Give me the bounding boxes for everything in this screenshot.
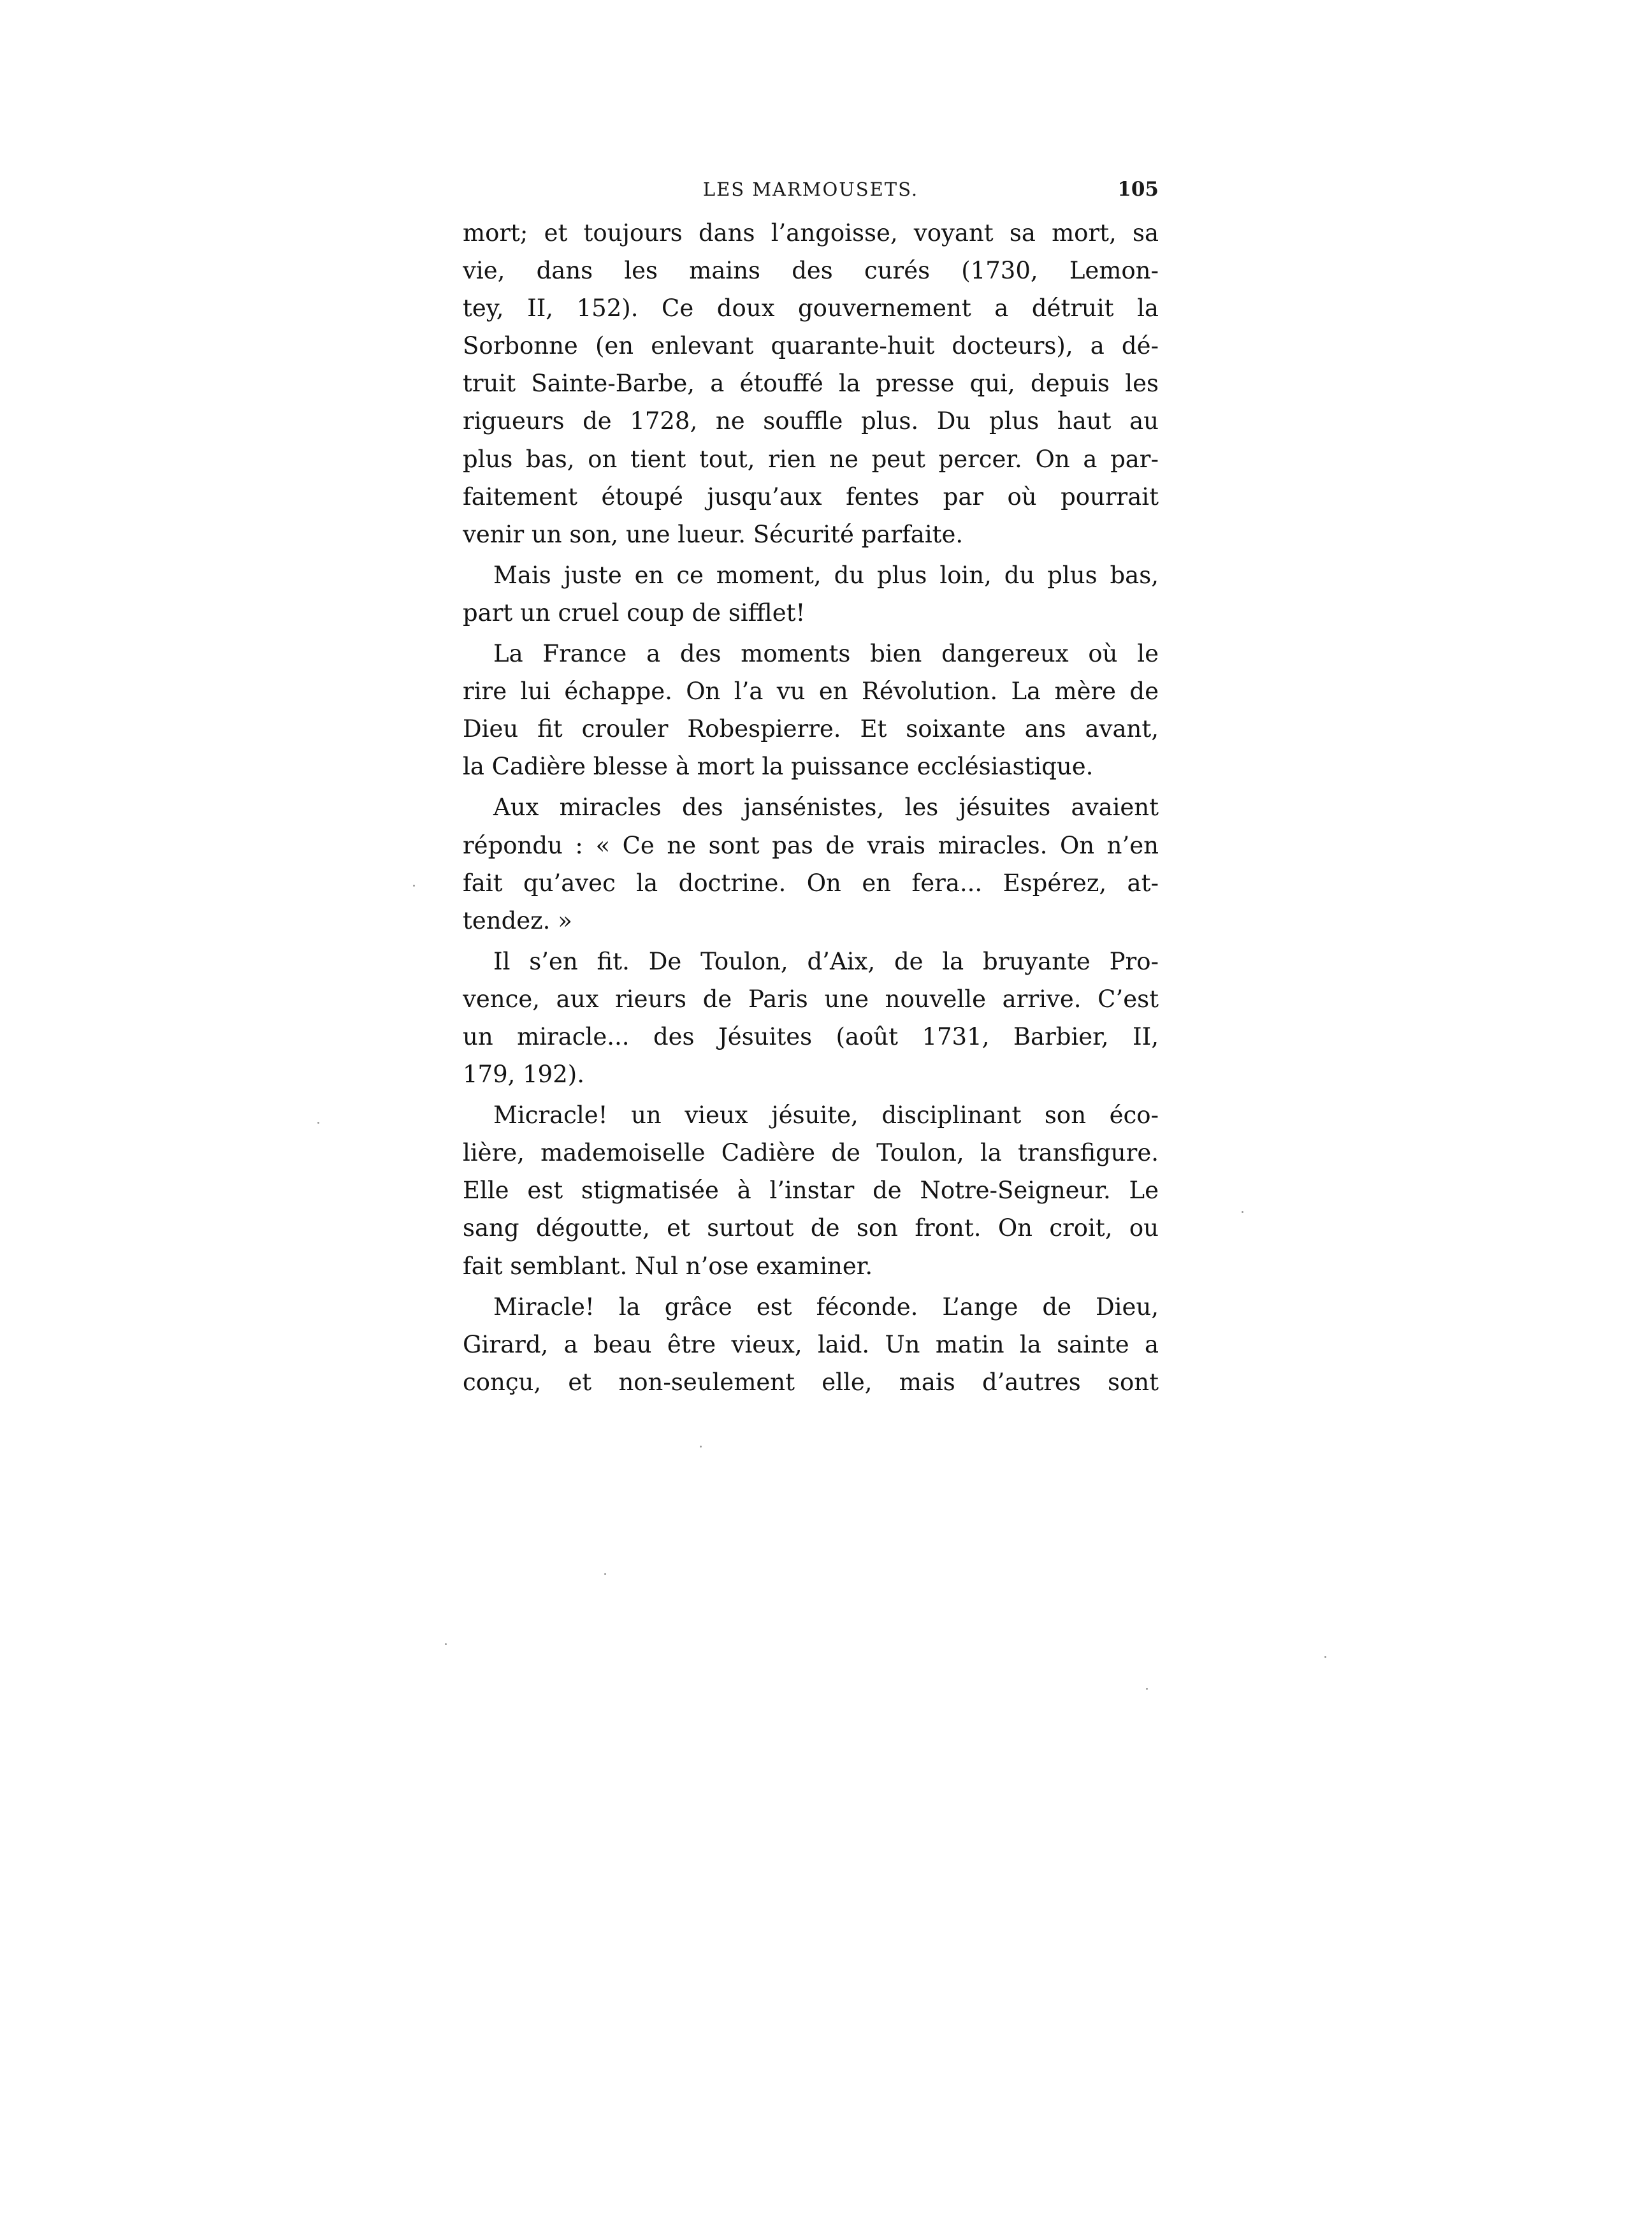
scan-speck xyxy=(604,1573,606,1575)
scan-speck xyxy=(1324,1656,1326,1658)
running-head xyxy=(463,173,1159,205)
scan-speck xyxy=(1146,1688,1148,1690)
text-line: Miracle! la grâce est féconde. L’ange de Dieu, xyxy=(493,1293,1159,1321)
text-line: Aux miracles des jansénistes, les jésuites avaient xyxy=(493,794,1159,822)
text-line: part un cruel coup de sifflet! xyxy=(463,599,806,627)
text-line: Il s’en fit. De Toulon, d’Aix, de la bruyante Pro- xyxy=(493,947,1159,975)
text-line: rigueurs de 1728, ne souffle plus. Du plus haut au xyxy=(463,407,1159,435)
paragraph xyxy=(463,943,1159,1093)
text-line: Micracle! un vieux jésuite, disciplinant son éco- xyxy=(493,1101,1159,1129)
paragraph xyxy=(463,788,1159,939)
text-line: Elle est stigmatisée à l’instar de Notre-Seigneur. Le xyxy=(463,1177,1159,1205)
text-line: mort; et toujours dans l’angoisse, voyant sa mort, sa xyxy=(463,219,1159,247)
text-line: vence, aux rieurs de Paris une nouvelle arrive. C’est xyxy=(463,985,1159,1013)
paragraph xyxy=(463,1096,1159,1284)
scan-speck xyxy=(445,1643,447,1645)
text-line: conçu, et non-seulement elle, mais d’autres sont xyxy=(463,1368,1159,1396)
text-line: lière, mademoiselle Cadière de Toulon, la transfigure. xyxy=(463,1139,1159,1167)
text-line: rire lui échappe. On l’a vu en Révolution. La mère de xyxy=(463,678,1159,706)
text-line: la Cadière blesse à mort la puissance ecclésiastique. xyxy=(463,753,1094,781)
text-line: Mais juste en ce moment, du plus loin, du plus bas, xyxy=(493,561,1159,589)
running-title: LES MARMOUSETS. xyxy=(702,178,919,200)
text-line: un miracle... des Jésuites (août 1731, Barbier, II, xyxy=(463,1022,1159,1050)
text-line: Girard, a beau être vieux, laid. Un matin la sainte a xyxy=(463,1330,1159,1358)
text-line: vie, dans les mains des curés (1730, Lemon- xyxy=(463,257,1159,285)
text-line: sang dégoutte, et surtout de son front. On croit, ou xyxy=(463,1214,1159,1242)
text-line: fait semblant. Nul n’ose examiner. xyxy=(463,1252,873,1280)
paragraph xyxy=(463,556,1159,632)
paragraph xyxy=(463,635,1159,785)
scan-speck xyxy=(700,1446,702,1448)
text-line: La France a des moments bien dangereux où le xyxy=(493,640,1159,668)
scan-speck xyxy=(413,885,415,887)
text-line: faitement étoupé jusqu’aux fentes par où pourrait xyxy=(463,483,1159,511)
page-number: 105 xyxy=(1117,178,1159,201)
text-line: truit Sainte-Barbe, a étouffé la presse qui, depuis les xyxy=(463,370,1159,398)
paragraph xyxy=(463,214,1159,553)
text-line: Sorbonne (en enlevant quarante-huit docteurs), a dé- xyxy=(463,332,1159,360)
scan-speck xyxy=(317,1122,319,1124)
text-line: plus bas, on tient tout, rien ne peut percer. On a par- xyxy=(463,445,1159,473)
text-line: tey, II, 152). Ce doux gouvernement a détruit la xyxy=(463,294,1159,323)
text-line: fait qu’avec la doctrine. On en fera... Espérez, at- xyxy=(463,869,1159,897)
scan-speck xyxy=(1242,1211,1243,1213)
text-line: venir un son, une lueur. Sécurité parfaite. xyxy=(463,520,964,548)
body-text xyxy=(463,214,1159,1401)
text-line: répondu : « Ce ne sont pas de vrais miracles. On n’en xyxy=(463,831,1159,859)
text-line: 179, 192). xyxy=(463,1061,584,1089)
paragraph xyxy=(463,1288,1159,1401)
text-line: tendez. » xyxy=(463,906,572,934)
text-line: Dieu fit crouler Robespierre. Et soixante ans avant, xyxy=(463,715,1159,743)
